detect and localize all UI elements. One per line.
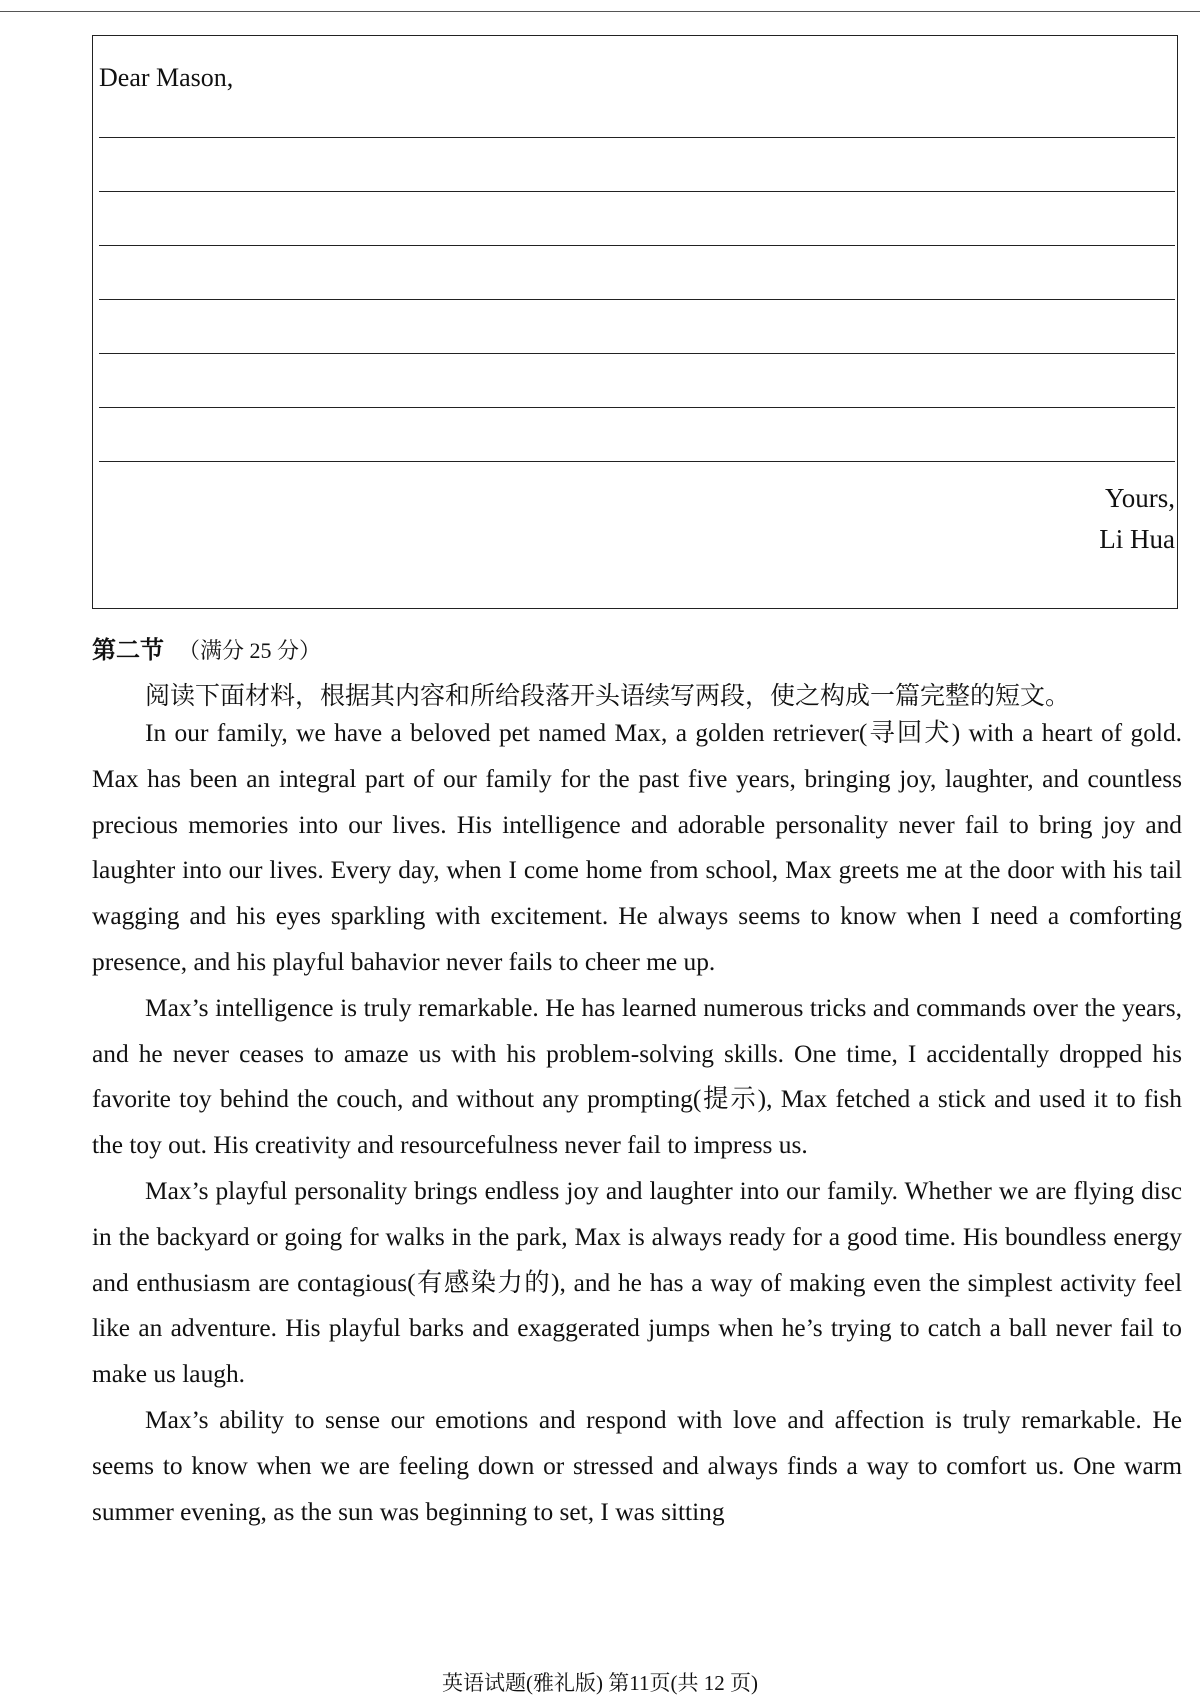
- writing-line[interactable]: [99, 461, 1175, 462]
- writing-line[interactable]: [99, 137, 1175, 138]
- passage-paragraph: In our family, we have a beloved pet named Max, a golden retriever(寻回犬) with a heart of gold. Max has been an integral part of our family for the past five years, bringing joy, laughter, and countless precious memories into our lives. His intelligence and adorable personality never fail to bring joy and laughter into our lives. Every day, when I come home from school, Max greets me at the door with his tail wagging and his eyes sparkling with excitement. He always seems to know when I need a comforting presence, and his playful bahavior never fails to cheer me up.: [92, 719, 1182, 976]
- reading-passage: [92, 711, 1182, 1535]
- passage-paragraph: Max’s ability to sense our emotions and respond with love and affection is truly remarkable. He seems to know when we are feeling down or stressed and always finds a way to comfort us. One warm summer evening, as the sun was beginning to set, I was sitting: [92, 1405, 1182, 1526]
- writing-line[interactable]: [99, 407, 1175, 408]
- page-footer: 英语试题(雅礼版) 第11页(共 12 页): [442, 1671, 758, 1695]
- letter-writing-box: [92, 35, 1178, 609]
- section-instruction: 阅读下面材料，根据其内容和所给段落开头语续写两段，使之构成一篇完整的短文。: [145, 683, 1071, 710]
- letter-signature: Li Hua: [1099, 524, 1175, 554]
- writing-line[interactable]: [99, 191, 1175, 192]
- writing-line[interactable]: [99, 299, 1175, 300]
- top-rule: [0, 11, 1200, 12]
- section-score: （满分 25 分）: [178, 638, 322, 663]
- passage-paragraph: Max’s intelligence is truly remarkable. He has learned numerous tricks and commands over the years, and he never ceases to amaze us with his problem-solving skills. One time, I accidentally dropped his favorite toy behind the couch, and without any prompting(提示), Max fetched a stick and used it to fish the toy out. His creativity and resourcefulness never fail to impress us.: [92, 993, 1182, 1160]
- section-title: 第二节: [92, 636, 164, 664]
- letter-salutation: Dear Mason,: [99, 63, 234, 92]
- letter-closing: Yours,: [1104, 483, 1175, 513]
- section-heading: [92, 630, 321, 665]
- passage-paragraph: Max’s playful personality brings endless joy and laughter into our family. Whether we are flying disc in the backyard or going for walks in the park, Max is always ready for a good time. His boundless energy and enthusiasm are contagious(有感染力的), and he has a way of making even the simplest activity feel like an adventure. His playful barks and exaggerated jumps when he’s trying to catch a ball never fail to make us laugh.: [92, 1176, 1182, 1389]
- writing-line[interactable]: [99, 353, 1175, 354]
- writing-line[interactable]: [99, 245, 1175, 246]
